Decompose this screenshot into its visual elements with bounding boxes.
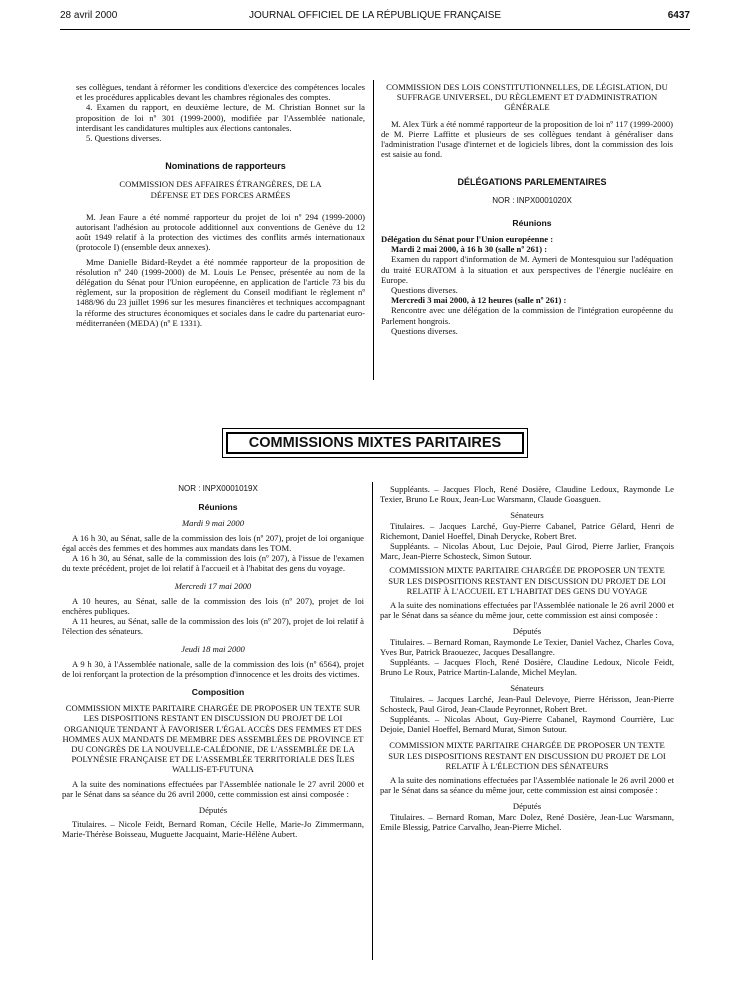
paragraph: M. Alex Türk a été nommé rapporteur de la proposition de loi nº 117 (1999-2000) de M. Pierre Laffitte et plusieurs de ses collègues tendant à généraliser dans l'administration l'usage d'internet et de logiciels libres, dont la commission des lois est saisie au fond. — [381, 118, 673, 160]
nor-reference: NOR : INPX0001020X — [492, 195, 572, 205]
group-label: Sénateurs — [510, 510, 544, 521]
section-banner — [222, 428, 528, 458]
member-list: Suppléants. – Nicolas About, Luc Dejoie, Paul Girod, Pierre Jarlier, François Marc, Jean-Pierre Schosteck, Simon Sutour. — [380, 541, 674, 562]
paragraph: A 16 h 30, au Sénat, salle de la commission des lois (nº 207), projet de loi organique égal accès des femmes et des hommes aux mandats dans les TOM. — [62, 532, 364, 553]
paragraph: A 10 heures, au Sénat, salle de la commission des lois (nº 207), projet de loi enchères publiques. — [62, 595, 364, 616]
member-list: Titulaires. – Jacques Larché, Guy-Pierre Cabanel, Patrice Gélard, Henri de Richemont, Daniel Hoeffel, Dinah Derycke, Robert Bret. — [380, 520, 674, 541]
paragraph: A 16 h 30, au Sénat, salle de la commission des lois (nº 207), à l'issue de l'examen du texte précédent, projet de loi relatif à l'accueil et à l'habitat des gens du voyage. — [62, 553, 364, 574]
top-left-column — [76, 82, 365, 328]
member-list: Titulaires. – Nicole Feidt, Bernard Roman, Cécile Helle, Marie-Jo Zimmermann, Marie-Thérèse Boisseau, Muguette Jacquaint, Marie-Hélène Aubert. — [62, 819, 364, 840]
header-date: 28 avril 2000 — [60, 10, 118, 21]
commission-title: COMMISSION MIXTE PARITAIRE CHARGÉE DE PROPOSER UN TEXTE SUR LES DISPOSITIONS RESTANT EN DISCUSSION DU PROJET DE LOI RELATIF À L'ÉLECTION DES SÉNATEURS — [388, 740, 666, 771]
member-list: Suppléants. – Nicolas About, Guy-Pierre Cabanel, Raymond Courrière, Luc Dejoie, Daniel Hoeffel, Bernard Murat, Simon Sutour. — [380, 714, 674, 735]
group-label: Députés — [198, 805, 228, 816]
bottom-left-column — [62, 484, 364, 840]
commission-title: COMMISSION MIXTE PARITAIRE CHARGÉE DE PROPOSER UN TEXTE SUR LES DISPOSITIONS RESTANT EN DISCUSSION DU PROJET DE LOI RELATIF À L'ACCUEIL ET L'HABITAT DES GENS DU VOYAGE — [388, 565, 666, 596]
member-list: Suppléants. – Jacques Floch, René Dosière, Claudine Ledoux, Nicole Feidt, Bruno Le Roux, Patrice Martin-Lalande, Michel Meylan. — [380, 657, 674, 678]
column-divider — [372, 482, 373, 960]
delegation-title: Délégation du Sénat pour l'Union européenne : — [381, 234, 554, 245]
meeting-date: Mercredi 3 mai 2000, à 12 heures (salle nº 261) : — [391, 295, 567, 306]
paragraph: A la suite des nominations effectuées par l'Assemblée nationale le 26 avril 2000 et par le Sénat dans sa séance du même jour, cette commission est ainsi composée : — [380, 600, 674, 621]
paragraph: 4. Examen du rapport, en deuxième lecture, de M. Christian Bonnet sur la proposition de loi nº 301 (1999-2000), modifiée par l'Assemblée nationale, interdisant les candidatures multiples aux élections cantonales. — [76, 102, 365, 133]
meeting-date: Mercredi 17 mai 2000 — [174, 581, 252, 592]
group-label: Sénateurs — [510, 683, 544, 694]
meeting-date: Mardi 9 mai 2000 — [182, 518, 244, 529]
paragraph: Examen du rapport d'information de M. Aymeri de Montesquiou sur l'adéquation du traité EURATOM à la situation et aux perspectives de l'énergie nucléaire en Europe. — [381, 254, 673, 285]
paragraph: Mme Danielle Bidard-Reydet a été nommée rapporteur de la proposition de résolution nº 240 (1999-2000) de M. Louis Le Pensec, présentée au nom de la délégation du Sénat pour l'Union européenne, en application de l'article 73 bis du règlement, sur la proposition de règlement du Conseil modifiant le règlement nº 1488/96 du 23 juillet 1996 sur les mesures financières et techniques accompagnant la réforme des structures économiques et sociales dans le cadre du partenariat euro-méditerranéen (MEDA) (nº E 1331). — [76, 256, 365, 328]
section-heading: Nominations de rapporteurs — [165, 161, 286, 172]
paragraph: A 11 heures, au Sénat, salle de la commission des lois (nº 207), projet de loi relatif à l'élection des sénateurs. — [62, 616, 364, 637]
top-right-column — [381, 82, 673, 336]
group-label: Députés — [512, 626, 542, 637]
header-title: JOURNAL OFFICIEL DE LA RÉPUBLIQUE FRANÇAISE — [248, 10, 502, 21]
paragraph: ses collègues, tendant à réformer les conditions d'exercice des compétences locales et les procédures applicables devant les chambres régionales des comptes. — [76, 82, 365, 103]
paragraph: 5. Questions diverses. — [86, 133, 162, 144]
subheading: Composition — [191, 687, 245, 698]
paragraph: A la suite des nominations effectuées par l'Assemblée nationale le 26 avril 2000 et par le Sénat dans sa séance du même jour, cette commission est ainsi composée : — [380, 775, 674, 796]
paragraph: Questions diverses. — [391, 325, 458, 336]
commission-title: COMMISSION DES LOIS CONSTITUTIONNELLES, DE LÉGISLATION, DU SUFFRAGE UNIVERSEL, DU RÈGLEMENT ET D'ADMINISTRATION GÉNÉRALE — [386, 82, 668, 113]
header-page-number: 6437 — [667, 10, 690, 21]
member-list: Suppléants. – Jacques Floch, René Dosière, Claudine Ledoux, Raymonde Le Texier, Bruno Le Roux, Jean-Luc Warsmann, Claude Goasguen. — [380, 484, 674, 505]
header-rule — [60, 29, 690, 30]
paragraph: A 9 h 30, à l'Assemblée nationale, salle de la commission des lois (nº 6564), projet de loi renforçant la protection de la présomption d'innocence et les droits des victimes. — [62, 658, 364, 679]
page-header — [60, 10, 690, 40]
bottom-right-column — [380, 484, 674, 832]
member-list: Titulaires. – Jacques Larché, Jean-Paul Delevoye, Pierre Hérisson, Jean-Pierre Schosteck, Paul Girod, Jean-Claude Peyronnet, Robert Bret. — [380, 693, 674, 714]
meeting-date: Mardi 2 mai 2000, à 16 h 30 (salle nº 261) : — [391, 244, 548, 255]
meeting-date: Jeudi 18 mai 2000 — [181, 644, 245, 655]
column-divider — [373, 80, 374, 380]
section-heading: DÉLÉGATIONS PARLEMENTAIRES — [457, 177, 607, 188]
member-list: Titulaires. – Bernard Roman, Marc Dolez, René Dosière, Jean-Luc Warsmann, Emile Blessig, Patrice Carvalho, Jean-Pierre Michel. — [380, 811, 674, 832]
paragraph: Rencontre avec une délégation de la commission de l'intégration européenne du Parlement hongrois. — [381, 305, 673, 326]
group-label: Députés — [512, 801, 542, 812]
commission-title: COMMISSION MIXTE PARITAIRE CHARGÉE DE PROPOSER UN TEXTE SUR LES DISPOSITIONS RESTANT EN DISCUSSION DU PROJET DE LOI ORGANIQUE TENDANT À FAVORISER L'ÉGAL ACCÈS DES FEMMES ET DES HOMMES AUX MANDATS DE MEMBRE DES ASSEMBLÉES DE PROVINCE ET DU CONGRÈS DE LA NOUVELLE-CALÉDONIE, DE L'ASSEMBLÉE DE LA POLYNÉSIE FRANÇAISE ET DE L'ASSEMBLÉE TERRITORIALE DES ÎLES WALLIS-ET-FUTUNA — [62, 703, 364, 775]
subheading: Réunions — [512, 217, 552, 228]
paragraph: A la suite des nominations effectuées par l'Assemblée nationale le 27 avril 2000 et par le Sénat dans sa séance du 26 avril 2000, cette commission est ainsi composée : — [62, 778, 364, 799]
nor-reference: NOR : INPX0001019X — [178, 484, 258, 493]
member-list: Titulaires. – Bernard Roman, Raymonde Le Texier, Daniel Vachez, Charles Cova, Yves Bur, Patrick Braouezec, Jacques Desallangre. — [380, 636, 674, 657]
banner-title: COMMISSIONS MIXTES PARITAIRES — [226, 432, 524, 454]
paragraph: Questions diverses. — [391, 285, 458, 296]
commission-title: COMMISSION DES AFFAIRES ÉTRANGÈRES, DE LA DÉFENSE ET DES FORCES ARMÉES — [119, 179, 322, 200]
subheading: Réunions — [198, 502, 238, 513]
paragraph: M. Jean Faure a été nommé rapporteur du projet de loi nº 294 (1999-2000) autorisant l'adhésion au protocole additionnel aux conventions de Genève du 12 août 1949 relatif à la protection des victimes des conflits armés internationaux (protocole I) (ensemble deux annexes). — [76, 211, 365, 253]
